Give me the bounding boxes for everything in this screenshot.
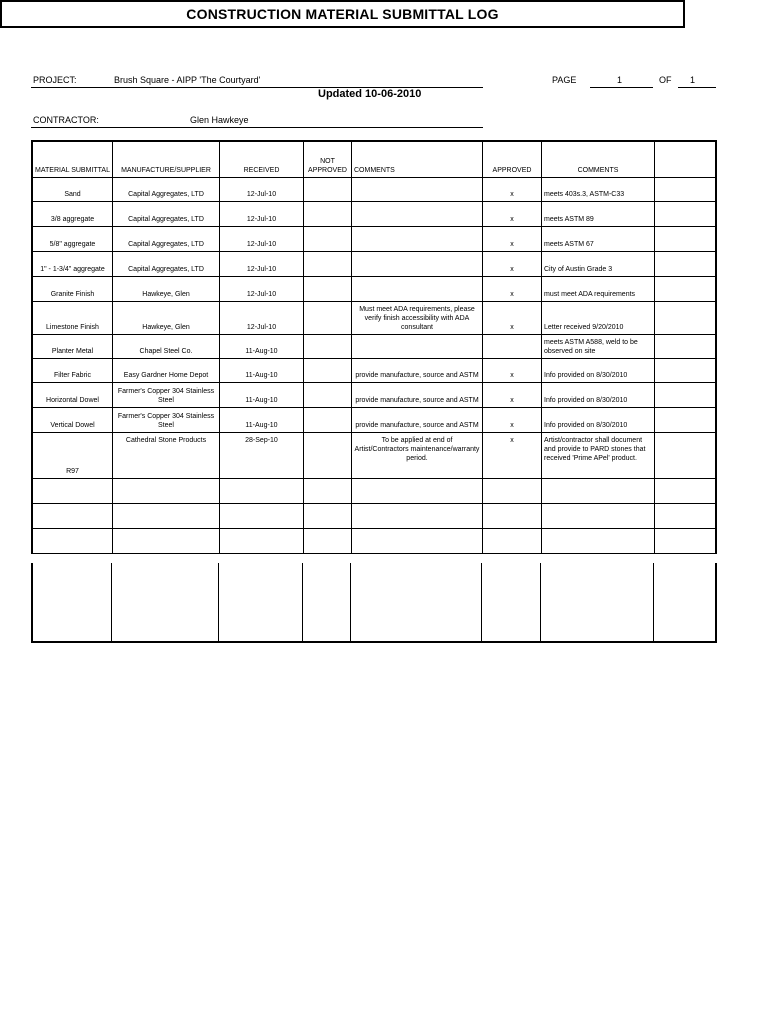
- cell-approved: x: [483, 433, 542, 478]
- header-comments: COMMENTS: [352, 142, 483, 177]
- cell-extra: [655, 277, 715, 301]
- cell-comments-2: meets ASTM 89: [542, 202, 655, 226]
- cell-received: 12-Jul-10: [220, 227, 304, 251]
- page-total-underline: [678, 87, 716, 88]
- cell-not-approved: [304, 302, 352, 334]
- cell-not-approved: [304, 178, 352, 201]
- cell-extra: [655, 252, 715, 276]
- cell-approved: x: [483, 302, 542, 334]
- project-label: PROJECT:: [33, 75, 77, 85]
- cell-comments: To be applied at end of Artist/Contractors maintenance/warranty period.: [352, 433, 483, 478]
- cell-received: 12-Jul-10: [220, 277, 304, 301]
- header-received: RECEIVED: [220, 142, 304, 177]
- cell-comments: [352, 335, 483, 358]
- cell-received: 11-Aug-10: [220, 359, 304, 382]
- cell-supplier: Hawkeye, Glen: [113, 302, 220, 334]
- cell-material: [33, 504, 113, 528]
- cell-approved: [483, 335, 542, 358]
- cell-material: Sand: [33, 178, 113, 201]
- cell-not-approved: [304, 252, 352, 276]
- cell-comments-2: meets ASTM 67: [542, 227, 655, 251]
- header-not-approved: NOT APPROVED: [304, 142, 352, 177]
- cell-approved: x: [483, 252, 542, 276]
- cell-supplier: Capital Aggregates, LTD: [113, 178, 220, 201]
- cell-approved: x: [483, 383, 542, 407]
- cell-received: 12-Jul-10: [220, 202, 304, 226]
- cell-comments: [352, 202, 483, 226]
- cell-not-approved: [304, 277, 352, 301]
- cell-extra: [655, 408, 715, 432]
- cell-material: Planter Metal: [33, 335, 113, 358]
- cell-extra: [655, 178, 715, 201]
- cell-comments-2: [542, 529, 655, 553]
- cell-received: 11-Aug-10: [220, 408, 304, 432]
- cell-received: 11-Aug-10: [220, 383, 304, 407]
- cell-comments-2: City of Austin Grade 3: [542, 252, 655, 276]
- cell-supplier: Chapel Steel Co.: [113, 335, 220, 358]
- table-row: [33, 479, 715, 504]
- cell-received: 12-Jul-10: [220, 302, 304, 334]
- cell-supplier: Hawkeye, Glen: [113, 277, 220, 301]
- cell-approved: x: [483, 227, 542, 251]
- cell-supplier: Easy Gardner Home Depot: [113, 359, 220, 382]
- cell-material: Limestone Finish: [33, 302, 113, 334]
- cell-material: Granite Finish: [33, 277, 113, 301]
- cell-material: [33, 529, 113, 553]
- submittal-table: [31, 140, 717, 554]
- cell-extra: [655, 433, 715, 478]
- table-row: [33, 408, 715, 433]
- cell-comments: [352, 277, 483, 301]
- log-title: CONSTRUCTION MATERIAL SUBMITTAL LOG: [0, 0, 685, 28]
- cell-comments-2: must meet ADA requirements: [542, 277, 655, 301]
- cell-extra: [655, 359, 715, 382]
- table-header: [33, 142, 715, 178]
- cell-not-approved: [304, 227, 352, 251]
- table-row: [33, 504, 715, 529]
- cell-received: 11-Aug-10: [220, 335, 304, 358]
- cell-approved: x: [483, 202, 542, 226]
- cell-comments-2: meets ASTM A588, weld to be observed on site: [542, 335, 655, 358]
- page-number: 1: [617, 75, 623, 85]
- cell-comments: [352, 504, 483, 528]
- page-underline: [590, 87, 653, 88]
- cell-material: 1" - 1-3/4" aggregate: [33, 252, 113, 276]
- table-row: [33, 277, 715, 302]
- cell-not-approved: [304, 335, 352, 358]
- header-material-submittal: MATERIAL SUBMITTAL: [33, 142, 113, 177]
- contractor-underline: [31, 127, 483, 128]
- cell-extra: [655, 227, 715, 251]
- table-row: [33, 302, 715, 335]
- cell-supplier: [113, 529, 220, 553]
- cell-not-approved: [304, 479, 352, 503]
- cell-supplier: Farmer's Copper 304 Stainless Steel: [113, 408, 220, 432]
- cell-extra: [655, 504, 715, 528]
- cell-supplier: [113, 504, 220, 528]
- cell-material: 3/8 aggregate: [33, 202, 113, 226]
- table-row: [33, 227, 715, 252]
- cell-comments: [352, 227, 483, 251]
- cell-approved: x: [483, 359, 542, 382]
- cell-comments: [352, 252, 483, 276]
- cell-extra: [655, 529, 715, 553]
- cell-extra: [655, 479, 715, 503]
- header-blank: [655, 142, 715, 177]
- table-row: [33, 252, 715, 277]
- cell-received: [220, 479, 304, 503]
- cell-approved: [483, 529, 542, 553]
- cell-extra: [655, 302, 715, 334]
- table-row: [33, 433, 715, 479]
- cell-received: 12-Jul-10: [220, 252, 304, 276]
- contractor-value: Glen Hawkeye: [190, 115, 249, 125]
- cell-approved: [483, 504, 542, 528]
- cell-supplier: Capital Aggregates, LTD: [113, 202, 220, 226]
- cell-comments-2: Letter received 9/20/2010: [542, 302, 655, 334]
- page-label: PAGE: [552, 75, 577, 85]
- cell-comments: provide manufacture, source and ASTM: [352, 359, 483, 382]
- cell-material: 5/8" aggregate: [33, 227, 113, 251]
- project-value: Brush Square - AIPP 'The Courtyard': [114, 75, 261, 85]
- cell-approved: x: [483, 178, 542, 201]
- table-row: [33, 202, 715, 227]
- cell-supplier: Farmer's Copper 304 Stainless Steel: [113, 383, 220, 407]
- cell-material: [33, 479, 113, 503]
- cell-material: Filter Fabric: [33, 359, 113, 382]
- updated-date: Updated 10-06-2010: [318, 88, 422, 100]
- contractor-label: CONTRACTOR:: [33, 115, 99, 125]
- cell-extra: [655, 202, 715, 226]
- header-comments-2: COMMENTS: [542, 142, 655, 177]
- cell-comments: provide manufacture, source and ASTM: [352, 383, 483, 407]
- cell-comments-2: [542, 479, 655, 503]
- page-total: 1: [690, 75, 696, 85]
- cell-approved: x: [483, 408, 542, 432]
- cell-not-approved: [304, 433, 352, 478]
- cell-supplier: Capital Aggregates, LTD: [113, 252, 220, 276]
- cell-received: [220, 504, 304, 528]
- cell-comments: provide manufacture, source and ASTM: [352, 408, 483, 432]
- table-continuation: [31, 563, 717, 643]
- table-row: [33, 335, 715, 359]
- header-manufacturer: MANUFACTURE/SUPPLIER: [113, 142, 220, 177]
- cell-not-approved: [304, 202, 352, 226]
- of-label: OF: [659, 75, 672, 85]
- cell-material: R97: [33, 433, 113, 478]
- cell-comments: [352, 178, 483, 201]
- cell-received: [220, 529, 304, 553]
- cell-received: 28-Sep-10: [220, 433, 304, 478]
- cell-not-approved: [304, 383, 352, 407]
- table-row: [33, 359, 715, 383]
- cell-material: Vertical Dowel: [33, 408, 113, 432]
- table-row: [33, 529, 715, 554]
- cell-comments: [352, 529, 483, 553]
- cell-supplier: Cathedral Stone Products: [113, 433, 220, 478]
- table-row: [33, 178, 715, 202]
- header-approved: APPROVED: [483, 142, 542, 177]
- cell-approved: [483, 479, 542, 503]
- cell-not-approved: [304, 504, 352, 528]
- cell-comments-2: Info provided on 8/30/2010: [542, 359, 655, 382]
- cell-received: 12-Jul-10: [220, 178, 304, 201]
- cell-not-approved: [304, 359, 352, 382]
- cell-not-approved: [304, 529, 352, 553]
- cell-not-approved: [304, 408, 352, 432]
- cell-comments: Must meet ADA requirements, please verify finish accessibility with ADA consultant: [352, 302, 483, 334]
- cell-extra: [655, 383, 715, 407]
- cell-comments-2: Info provided on 8/30/2010: [542, 383, 655, 407]
- cell-supplier: [113, 479, 220, 503]
- cell-approved: x: [483, 277, 542, 301]
- cell-material: Horizontal Dowel: [33, 383, 113, 407]
- cell-comments: [352, 479, 483, 503]
- cell-supplier: Capital Aggregates, LTD: [113, 227, 220, 251]
- cell-comments-2: [542, 504, 655, 528]
- table-row: [33, 383, 715, 408]
- cell-comments-2: Info provided on 8/30/2010: [542, 408, 655, 432]
- cell-extra: [655, 335, 715, 358]
- cell-comments-2: Artist/contractor shall document and provide to PARD stones that received 'Prime APel' product.: [542, 433, 655, 478]
- cell-comments-2: meets 403s.3, ASTM-C33: [542, 178, 655, 201]
